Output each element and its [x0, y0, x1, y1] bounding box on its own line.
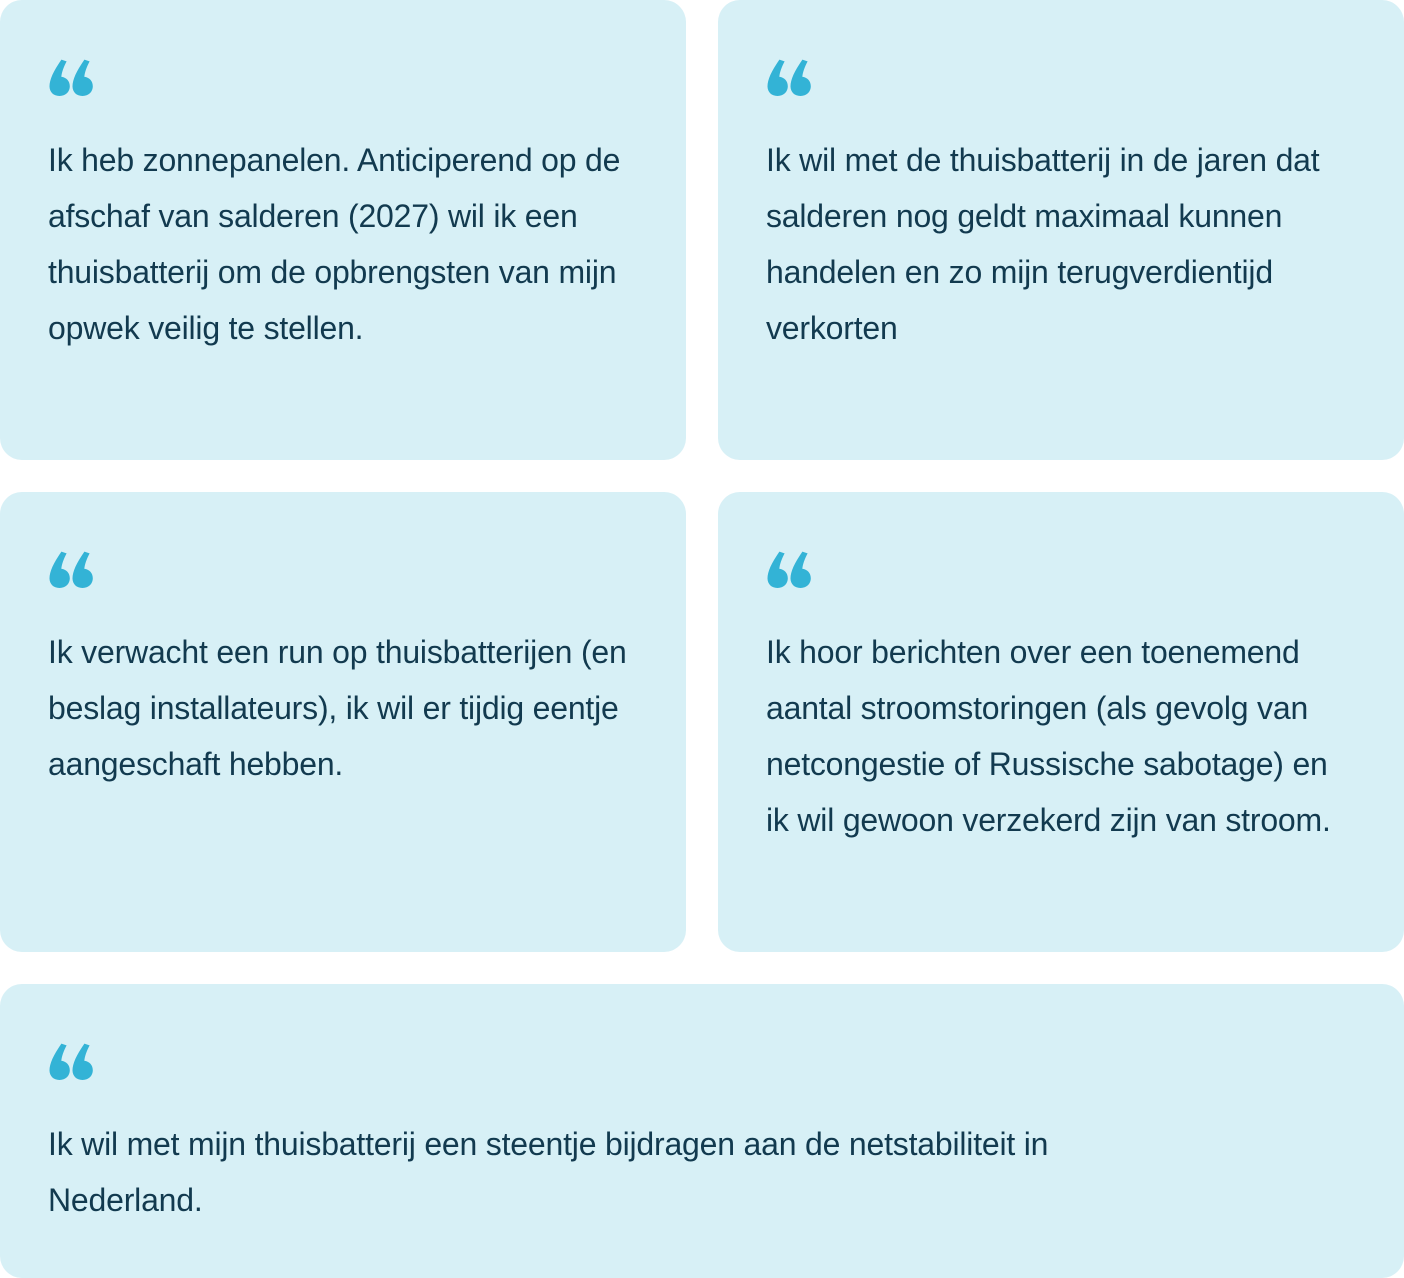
quote-open-icon	[49, 58, 93, 96]
quote-text: Ik heb zonnepanelen. Anticiperend op de afschaf van salderen (2027) wil ik een thuisbatterij om de opbrengsten van mijn opwek veilig te stellen.	[48, 142, 621, 346]
quote-card-2	[718, 0, 1404, 460]
quote-text: Ik wil met de thuisbatterij in de jaren dat salderen nog geldt maximaal kunnen handelen en zo mijn terugverdientijd verkorten	[766, 142, 1320, 346]
quote-open-icon	[49, 1042, 93, 1080]
quote-open-icon	[767, 58, 811, 96]
quote-text: Ik hoor berichten over een toenemend aantal stroomstoringen (als gevolg van netcongestie of Russische sabotage) en ik wil gewoon verzekerd zijn van stroom.	[766, 634, 1331, 838]
quote-open-icon	[49, 550, 93, 588]
quote-card-5	[0, 984, 1404, 1278]
quote-text: Ik verwacht een run op thuisbatterijen (en beslag installateurs), ik wil er tijdig eentje aangeschaft hebben.	[48, 634, 627, 782]
quote-open-icon	[767, 550, 811, 588]
quote-text: Ik wil met mijn thuisbatterij een steentje bijdragen aan de netstabiliteit in Nederland.	[48, 1126, 1049, 1218]
quote-card-3	[0, 492, 686, 952]
quote-card-1	[0, 0, 686, 460]
quote-card-4	[718, 492, 1404, 952]
